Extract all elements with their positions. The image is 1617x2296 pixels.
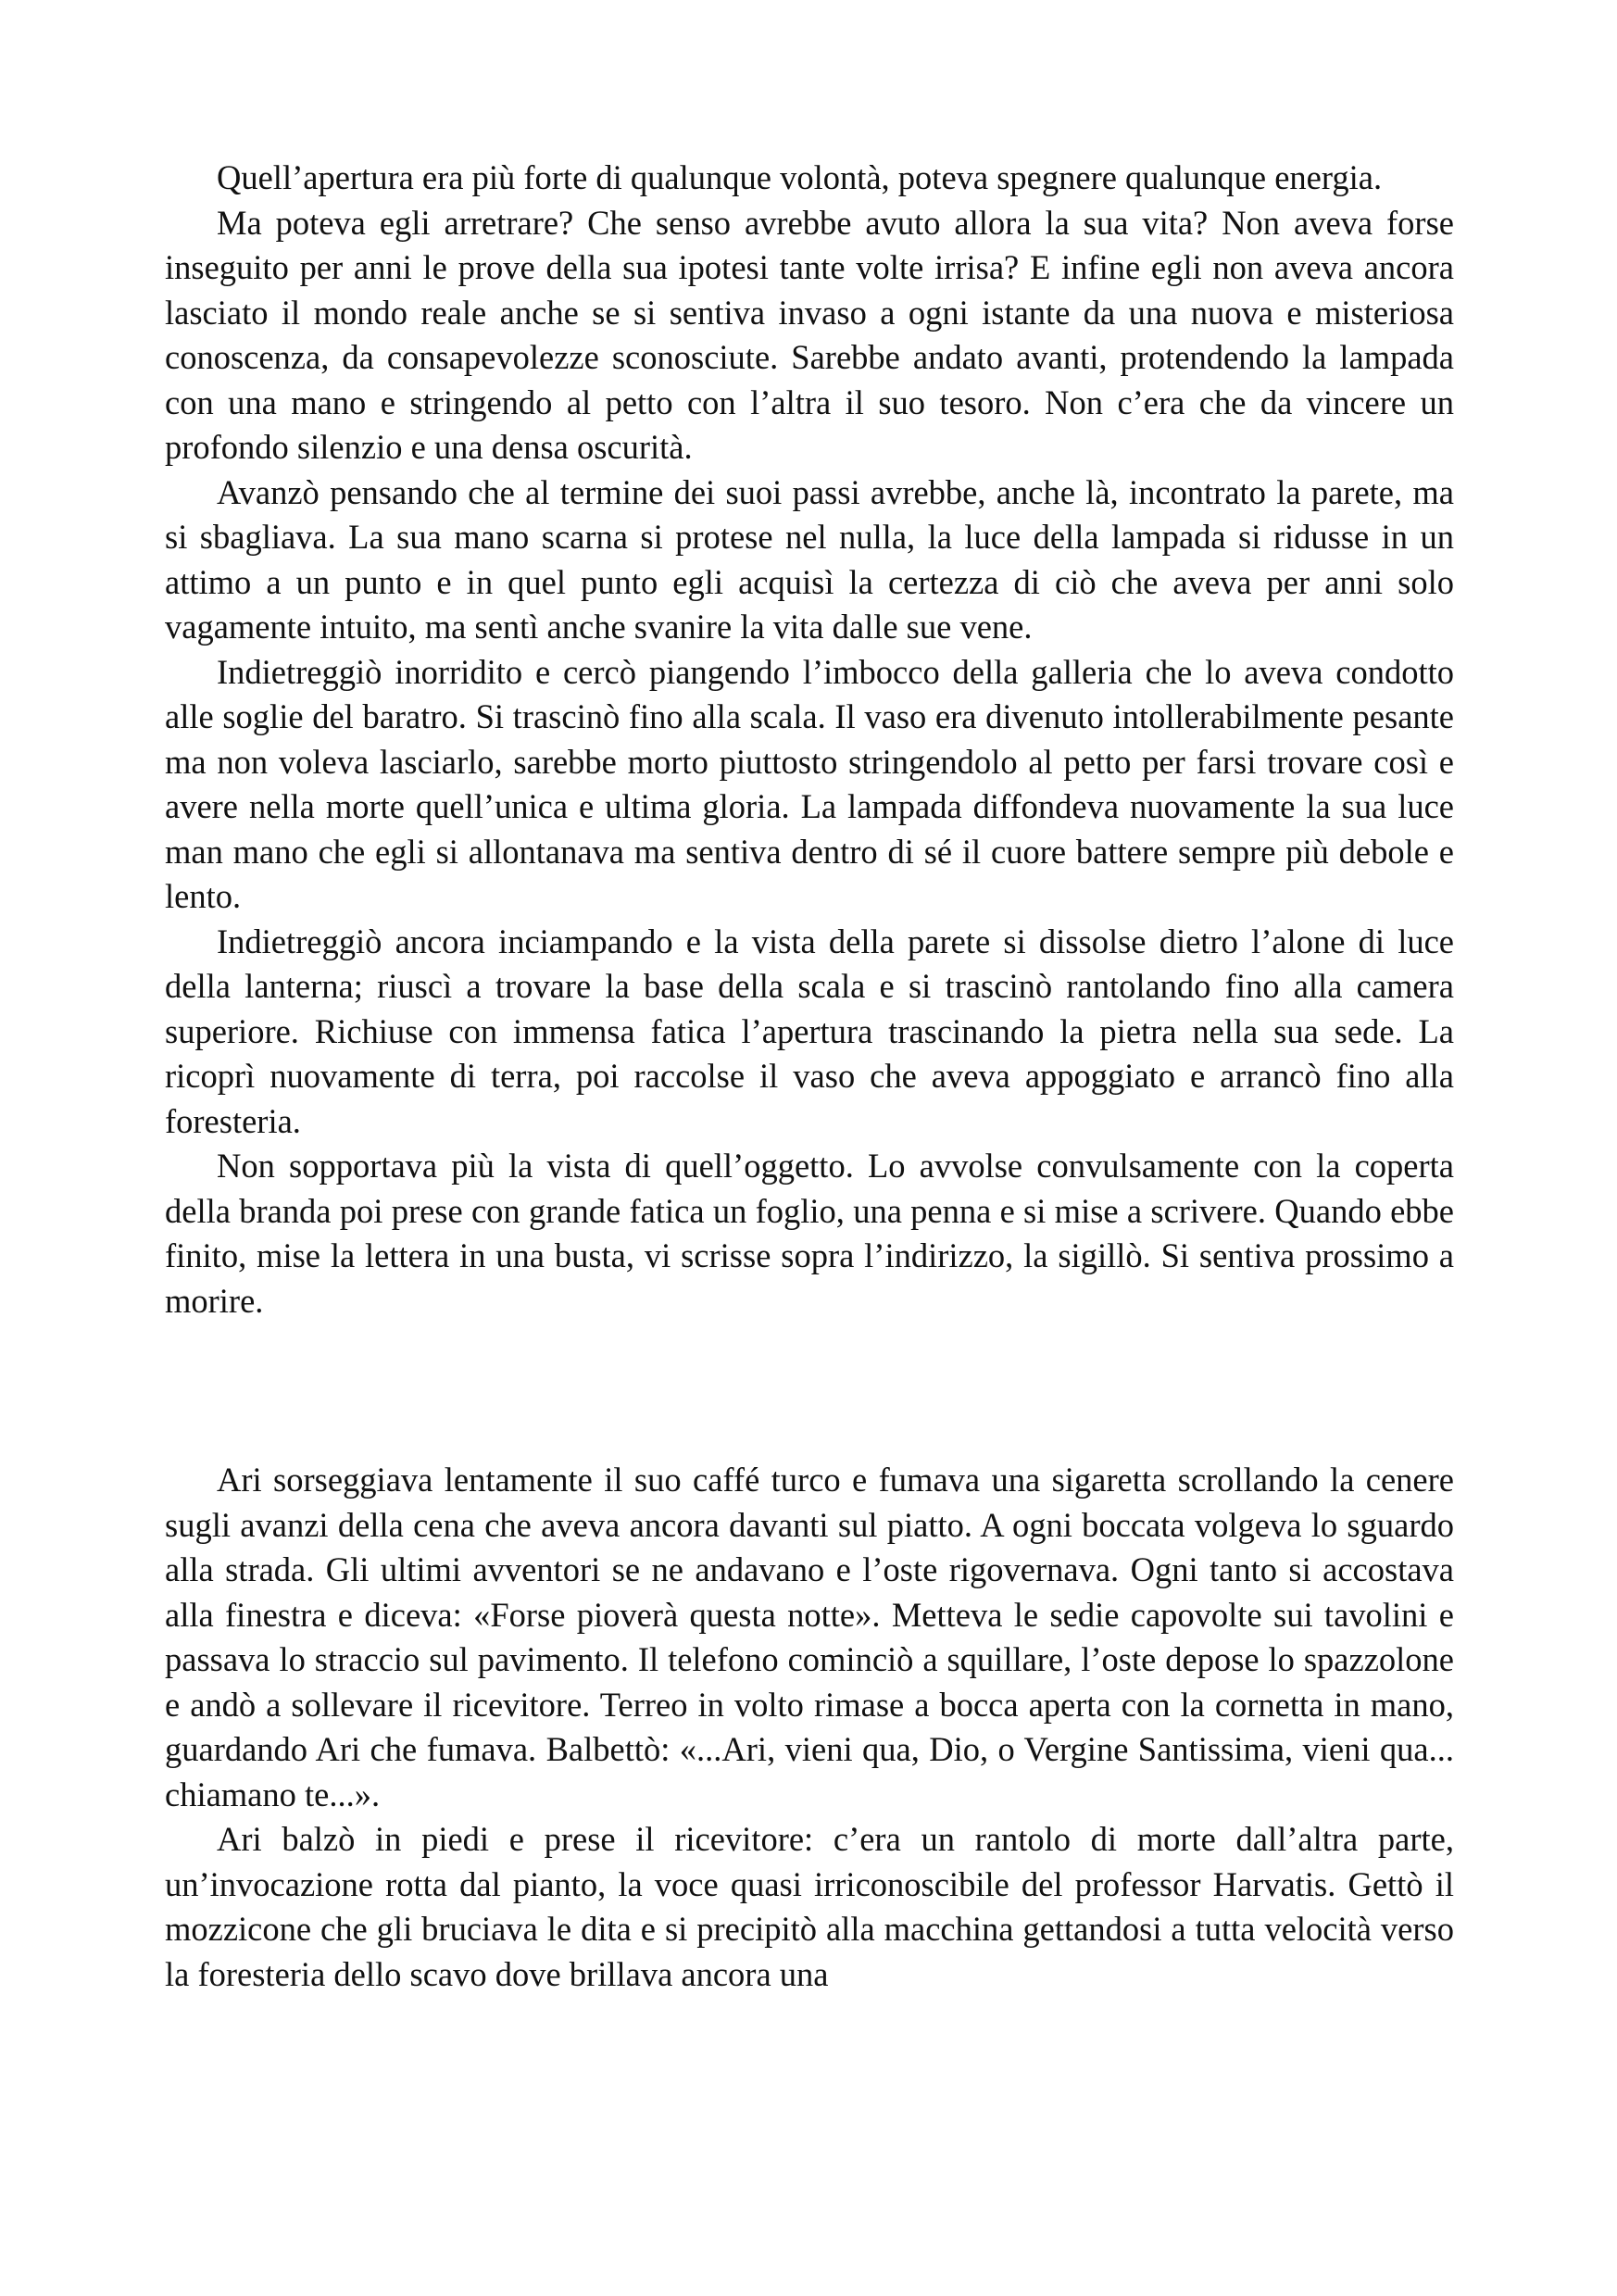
paragraph: Quell’apertura era più forte di qualunque volontà, poteva spegnere qualunque energia.: [217, 158, 1383, 196]
paragraph: Ari balzò in piedi e prese il ricevitore: c’era un rantolo di morte dall’altra parte, un’invocazione rotta dal pianto, la voce quasi irriconoscibile del professor Harvatis. Gettò il mozzicone che gli bruciava le dita e si precipitò alla macchina gettandosi a tutta velocità verso la foresteria dello scavo dove brillava ancora una: [165, 1820, 1454, 1993]
paragraph: Non sopportava più la vista di quell’oggetto. Lo avvolse convulsamente con la coperta della branda poi prese con grande fatica un foglio, una penna e si mise a scrivere. Quando ebbe finito, mise la lettera in una busta, vi scrisse sopra l’indirizzo, la sigillò. Si sentiva prossimo a morire.: [165, 1147, 1454, 1320]
paragraph: Indietreggiò ancora inciampando e la vista della parete si dissolse dietro l’alone di luce della lanterna; riuscì a trovare la base della scala e si trascinò rantolando fino alla camera superiore. Richiuse con immensa fatica l’apertura trascinando la pietra nella sua sede. La ricoprì nuovamente di terra, poi raccolse il vaso che aveva appoggiato e arrancò fino alla foresteria.: [165, 922, 1454, 1140]
paragraph: Ari sorseggiava lentamente il suo caffé turco e fumava una sigaretta scrollando la cenere sugli avanzi della cena che aveva ancora davanti sul piatto. A ogni boccata volgeva lo sguardo alla strada. Gli ultimi avventori se ne andavano e l’oste rigovernava. Ogni tanto si accostava alla finestra e diceva: «Forse pioverà questa notte». Metteva le sedie capovolte sui tavolini e passava lo straccio sul pavimento. Il telefono cominciò a squillare, l’oste depose lo spazzolone e andò a sollevare il ricevitore. Terreo in volto rimase a bocca aperta con la cornetta in mano, guardando Ari che fumava. Balbettò: «...Ari, vieni qua, Dio, o Vergine Santissima, vieni qua... chiamano te...».: [165, 1461, 1454, 1813]
paragraph: Indietreggiò inorridito e cercò piangendo l’imbocco della galleria che lo aveva condotto alle soglie del baratro. Si trascinò fino alla scala. Il vaso era divenuto intollerabilmente pesante ma non voleva lasciarlo, sarebbe morto piuttosto stringendolo al petto per farsi trovare così e avere nella morte quell’unica e ultima gloria. La lampada diffondeva nuovamente la sua luce man mano che egli si allontanava ma sentiva dentro di sé il cuore battere sempre più debole e lento.: [165, 652, 1454, 915]
paragraph: Ma poteva egli arretrare? Che senso avrebbe avuto allora la sua vita? Non aveva forse inseguito per anni le prove della sua ipotesi tante volte irrisa? E infine egli non aveva ancora lasciato il mondo reale anche se si sentiva invaso a ogni istante da una nuova e misteriosa conoscenza, da consapevolezze sconosciute. Sarebbe andato avanti, protendendo la lampada con una mano e stringendo al petto con l’altra il suo tesoro. Non c’era che da vincere un profondo silenzio e una densa oscurità.: [165, 203, 1454, 466]
paragraph: Avanzò pensando che al termine dei suoi passi avrebbe, anche là, incontrato la parete, ma si sbagliava. La sua mano scarna si protese nel nulla, la luce della lampada si ridusse in un attimo a un punto e in quel punto egli acquisì la certezza di ciò che aveva per anni solo vagamente intuito, ma sentì anche svanire la vita dalle sue vene.: [165, 472, 1454, 646]
document-page: [165, 156, 1454, 1997]
section-break: [165, 1324, 1454, 1458]
